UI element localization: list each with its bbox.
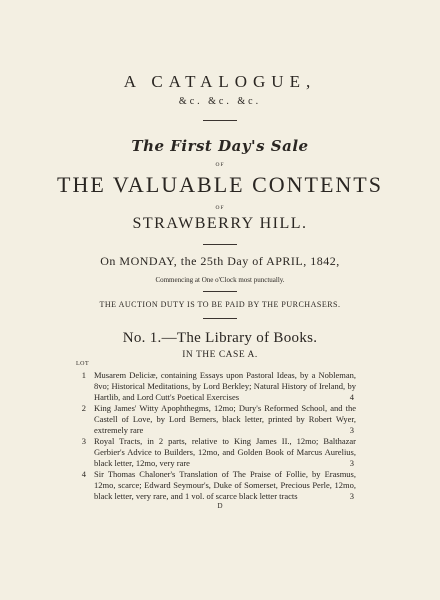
of-label: OF xyxy=(215,205,225,211)
library-heading: No. 1.—The Library of Books. xyxy=(122,330,318,346)
lot-price: 3 xyxy=(349,491,354,501)
lot-price: 3 xyxy=(349,425,354,435)
lot-number: 4 xyxy=(81,469,86,479)
lot-number: 3 xyxy=(81,436,86,446)
lot-number: 1 xyxy=(81,370,86,380)
lot-description: Musarem Deliciæ, containing Essays upon Pastoral Ideas, by a Nobleman, 8vo; Historical Meditations, by Lord Berkley; Natural History of Ireland, by Hartlib, and Lord Cutt's Poetical Exercises xyxy=(94,370,356,402)
strawberry-hill-heading: STRAWBERRY HILL. xyxy=(132,215,308,232)
lot-price: 4 xyxy=(349,392,354,402)
signature-mark: D xyxy=(217,502,223,510)
first-day-heading: The First Day's Sale xyxy=(131,137,309,155)
lot-number: 2 xyxy=(81,403,86,413)
divider-rule xyxy=(203,120,237,121)
lot-description: Royal Tracts, in 2 parts, relative to King James II., 12mo; Balthazar Gerbier's Advice to Builders, 12mo, and Golden Book of Marcus Aurelius, black letter, 12mo, very rare xyxy=(94,436,356,468)
divider-rule xyxy=(203,244,237,245)
sale-date-line: On MONDAY, the 25th Day of APRIL, 1842, xyxy=(100,254,340,268)
of-label: OF xyxy=(215,162,225,168)
case-heading: IN THE CASE A. xyxy=(182,350,258,360)
divider-rule xyxy=(203,291,237,292)
lot-column-header: LOT xyxy=(76,361,90,367)
catalogue-subtitle: &c. &c. &c. xyxy=(178,96,262,107)
catalogue-title: A CATALOGUE, xyxy=(123,72,317,91)
lot-description: Sir Thomas Chaloner's Translation of The Praise of Follie, by Erasmus, 12mo, scarce; Edward Seymour's, Duke of Somerset, Precious Perle, 12mo, black letter, very rare, and 1 vol. of scarce black letter tracts xyxy=(94,469,356,501)
auction-duty-note: THE AUCTION DUTY IS TO BE PAID BY THE PURCHASERS. xyxy=(99,300,341,309)
lot-description: King James' Witty Apophthegms, 12mo; Dury's Reformed School, and the Castell of Love, by Lord Berners, black letter, printed by Robert Wyer, extremely rare xyxy=(94,403,356,435)
valuable-contents-heading: THE VALUABLE CONTENTS xyxy=(57,172,383,197)
lot-price: 3 xyxy=(349,458,354,468)
commencing-note: Commencing at One o'Clock most punctually. xyxy=(155,276,285,284)
divider-rule xyxy=(203,318,237,319)
